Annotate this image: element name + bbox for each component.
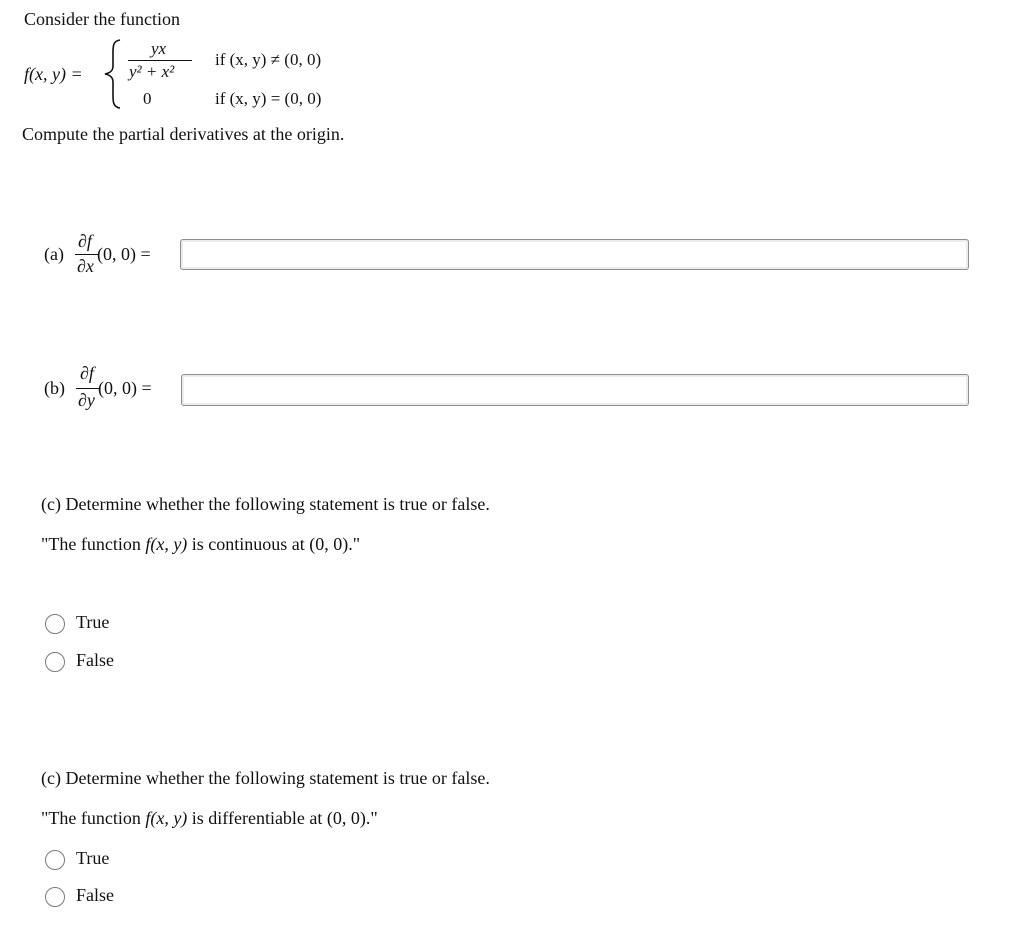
continuity-true-radio[interactable] [45,614,65,634]
statement-prefix: "The function [41,534,146,554]
statement-suffix: is continuous at (0, 0)." [187,534,361,554]
part-a-derivative-numerator: ∂f [78,231,92,251]
condition-nonzero: if (x, y) ≠ (0, 0) [215,50,322,69]
part-c-continuity-statement [41,534,360,555]
statement-function: f(x, y) [145,808,188,828]
continuity-false-label[interactable]: False [76,650,114,670]
function-zero-value: 0 [143,89,152,108]
part-c-differentiability-prompt: (c) Determine whether the following statement is true or false. [41,768,490,788]
differentiability-false-label[interactable]: False [76,885,114,905]
fraction-bar [128,60,192,61]
differentiability-false-radio[interactable] [45,887,65,907]
left-brace-icon [102,38,126,110]
instruction-text: Compute the partial derivatives at the origin. [22,124,345,144]
part-c-differentiability-statement [41,808,378,829]
part-a-derivative-denominator: ∂x [77,256,94,276]
intro-text: Consider the function [24,9,180,29]
part-b-answer-input[interactable] [181,374,969,406]
part-a-point: (0, 0) = [97,244,151,264]
statement-function: f(x, y) [145,534,188,554]
part-a-fraction-bar [75,254,98,255]
part-b-derivative-numerator: ∂f [80,363,94,383]
part-b-derivative-denominator: ∂y [78,390,95,410]
part-c-continuity-prompt: (c) Determine whether the following statement is true or false. [41,494,490,514]
part-b-point: (0, 0) = [98,378,152,398]
part-b-label: (b) [44,378,65,398]
function-denominator: y² + x² [129,62,175,81]
function-lhs: f(x, y) = [24,64,83,84]
differentiability-true-radio[interactable] [45,850,65,870]
part-a-label: (a) [44,244,64,264]
continuity-true-label[interactable]: True [76,612,110,632]
statement-suffix: is differentiable at (0, 0)." [187,808,378,828]
function-numerator: yx [151,39,167,58]
differentiability-true-label[interactable]: True [76,848,110,868]
condition-zero: if (x, y) = (0, 0) [215,89,322,108]
part-a-answer-input[interactable] [180,239,969,270]
continuity-false-radio[interactable] [45,652,65,672]
part-b-fraction-bar [76,388,99,389]
statement-prefix: "The function [41,808,146,828]
